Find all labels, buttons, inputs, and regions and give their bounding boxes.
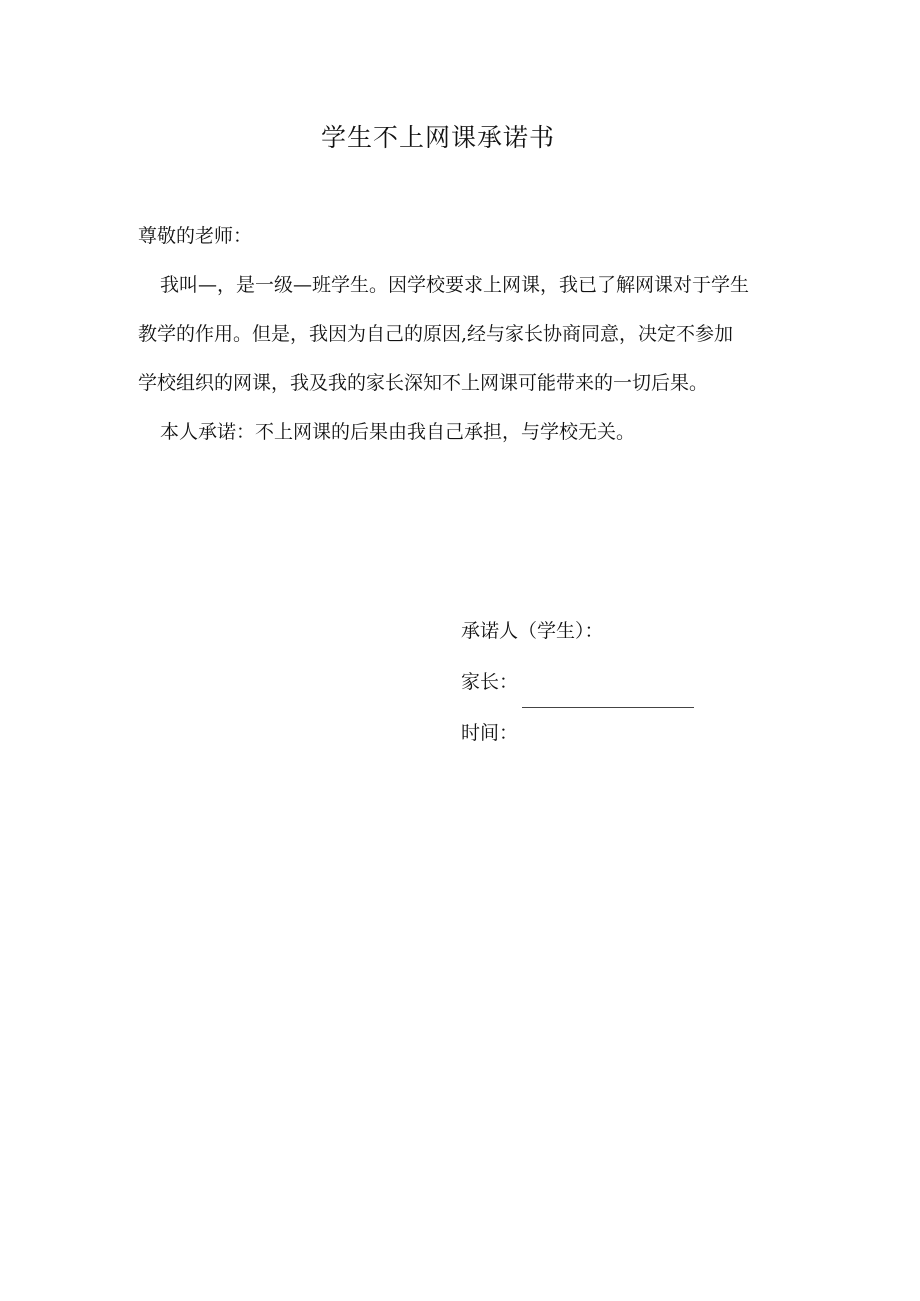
time-label: 时间：: [461, 722, 519, 744]
promisor-line: [461, 606, 761, 657]
time-line: [461, 708, 761, 759]
body-paragraph-2: 本人承诺：不上网课的后果由我自己承担，与学校无关。: [160, 421, 636, 443]
parent-label: 家长：: [461, 671, 519, 693]
promisor-label: 承诺人（学生）：: [461, 620, 604, 642]
parent-line: [461, 657, 761, 708]
body-paragraph-1: 我叫—，是一级—班学生。因学校要求上网课，我已了解网课对于学生教学的作用。但是，我因为自己的原因,经与家长协商同意，决定不参加学校组织的网课，我及我的家长深知不上网课可能带来的一切后果。: [138, 274, 750, 394]
document-body: [138, 212, 750, 457]
signature-block: [461, 606, 761, 759]
parent-signature-underline: [522, 677, 694, 708]
document-title: 学生不上网课承诺书: [320, 123, 555, 152]
salutation: 尊敬的老师：: [138, 225, 253, 247]
